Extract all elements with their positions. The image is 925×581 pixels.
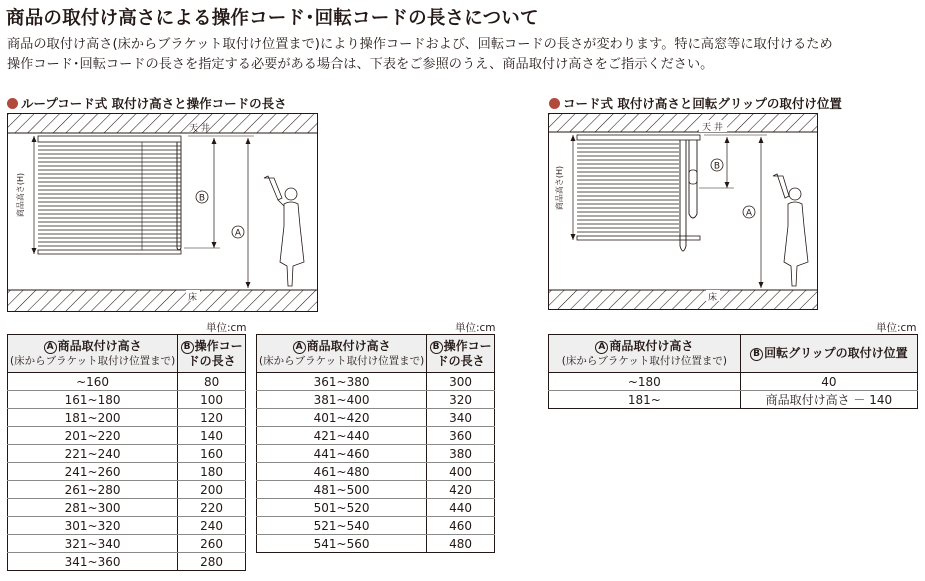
rotate-grip-icon	[689, 170, 697, 184]
blind-slats	[38, 146, 181, 246]
loop-table1-unit: 単位:cm	[206, 322, 247, 334]
cord-value-cell: 480	[427, 535, 495, 553]
mark-a-text: A	[234, 228, 242, 239]
bullet-dot-icon	[549, 98, 560, 109]
table-row	[8, 535, 246, 553]
mark-b-text: B	[198, 193, 206, 204]
cord-value-cell: 460	[427, 517, 495, 535]
person-figure-icon	[773, 174, 808, 286]
cord-diagram	[548, 113, 818, 310]
floor-hatch	[8, 290, 318, 312]
table-row	[8, 445, 246, 463]
cord-value-cell: 40	[740, 373, 917, 391]
circle-a-icon: A	[293, 341, 306, 354]
table-row	[257, 535, 495, 553]
blind-headrail	[577, 135, 700, 140]
mount-height-cell: 541~560	[257, 535, 427, 553]
ceiling-label: 天 井	[702, 123, 723, 133]
circle-b-icon: B	[750, 348, 763, 361]
intro-text	[7, 35, 833, 75]
cord-value-cell: 商品取付け高さ － 140	[740, 391, 917, 409]
cord-value-cell: 400	[427, 463, 495, 481]
mount-height-cell: 401~420	[257, 409, 427, 427]
loop-heading-text: ループコード式 取付け高さと操作コードの長さ	[21, 96, 287, 111]
table-row	[8, 373, 246, 391]
mount-height-cell: ~180	[549, 373, 741, 391]
intro-line-1: 商品の取付け高さ(床からブラケット取付け位置まで)により操作コードおよび、回転コードの長さが変わります。特に高窓等に取付けるため	[7, 37, 833, 52]
cord-value-cell: 360	[427, 427, 495, 445]
col-b-header: B 回転グリップの取付け位置	[740, 335, 917, 373]
mount-height-cell: 321~340	[8, 535, 178, 553]
mount-height-cell: 441~460	[257, 445, 427, 463]
mount-height-cell: 361~380	[257, 373, 427, 391]
ceiling-hatch	[549, 114, 818, 132]
floor-label: 床	[188, 293, 198, 303]
table-row	[257, 409, 495, 427]
mark-a-text: A	[745, 208, 753, 219]
table-row	[257, 445, 495, 463]
table-row	[549, 391, 918, 409]
intro-line-2: 操作コード･回転コードの長さを指定する必要がある場合は、下表をご参照のうえ、商品取付け高さをご指示ください。	[7, 57, 714, 72]
col-a-header: A 商品取付け高さ (床からブラケット取付け位置まで)	[8, 335, 178, 373]
mount-height-cell: 501~520	[257, 499, 427, 517]
loop-section-heading	[7, 94, 287, 112]
person-figure-icon	[264, 176, 304, 286]
mount-height-cell: 241~260	[8, 463, 178, 481]
table-row	[8, 391, 246, 409]
mount-height-cell: 421~440	[257, 427, 427, 445]
cord-value-cell: 180	[178, 463, 246, 481]
cord-value-cell: 280	[178, 553, 246, 571]
cord-value-cell: 420	[427, 481, 495, 499]
cord-value-cell: 260	[178, 535, 246, 553]
mount-height-cell: ~160	[8, 373, 178, 391]
table-row	[8, 499, 246, 517]
circle-b-icon: B	[181, 341, 194, 354]
table-row	[257, 463, 495, 481]
tilt-cord	[680, 140, 686, 251]
floor-label: 床	[708, 293, 718, 303]
cord-value-cell: 140	[178, 427, 246, 445]
mount-height-cell: 261~280	[8, 481, 178, 499]
col-b-header: B 操作コードの長さ	[178, 335, 246, 373]
table-row	[257, 481, 495, 499]
blind-bottom-rail	[577, 236, 700, 240]
col-a-header: A 商品取付け高さ (床からブラケット取付け位置まで)	[257, 335, 427, 373]
loop-cord-table-1	[7, 334, 246, 571]
mount-height-cell: 281~300	[8, 499, 178, 517]
cord-table-unit: 単位:cm	[876, 322, 917, 334]
loop-cord-illustration	[8, 114, 318, 312]
cord-table	[548, 334, 918, 409]
cord-value-cell: 200	[178, 481, 246, 499]
ceiling-hatch	[8, 114, 318, 133]
cord-value-cell: 300	[427, 373, 495, 391]
blind-slats	[577, 144, 679, 232]
cord-value-cell: 240	[178, 517, 246, 535]
blind-bottom-rail	[38, 250, 181, 254]
circle-b-icon: B	[430, 341, 443, 354]
col-b-header: B 操作コードの長さ	[427, 335, 495, 373]
loop-cord-diagram	[7, 113, 318, 312]
ceiling-label: 天 井	[189, 124, 210, 134]
height-label: 商品高さ(H)	[16, 172, 25, 218]
cord-value-cell: 320	[427, 391, 495, 409]
table-row	[8, 409, 246, 427]
cord-value-cell: 160	[178, 445, 246, 463]
mount-height-cell: 301~320	[8, 517, 178, 535]
blind-headrail	[38, 136, 181, 142]
cord-value-cell: 380	[427, 445, 495, 463]
circle-a-icon: A	[44, 341, 57, 354]
table-row	[549, 373, 918, 391]
table-row	[257, 391, 495, 409]
mark-b-text: B	[713, 161, 721, 172]
loop-cord-table-2	[256, 334, 495, 553]
page-title: 商品の取付け高さによる操作コード･回転コードの長さについて	[6, 8, 539, 29]
col-a-header: A 商品取付け高さ (床からブラケット取付け位置まで)	[549, 335, 741, 373]
height-label: 商品高さ(H)	[555, 165, 564, 211]
mount-height-cell: 221~240	[8, 445, 178, 463]
cord-value-cell: 120	[178, 409, 246, 427]
cord-value-cell: 100	[178, 391, 246, 409]
table-row	[257, 373, 495, 391]
mount-height-cell: 381~400	[257, 391, 427, 409]
loop-table2-unit: 単位:cm	[455, 322, 496, 334]
mount-height-cell: 461~480	[257, 463, 427, 481]
mount-height-cell: 201~220	[8, 427, 178, 445]
table-row	[8, 553, 246, 571]
table-row	[8, 427, 246, 445]
mount-height-cell: 521~540	[257, 517, 427, 535]
mount-height-cell: 181~200	[8, 409, 178, 427]
table-row	[257, 427, 495, 445]
cord-section-heading	[549, 94, 842, 112]
cord-heading-text: コード式 取付け高さと回転グリップの取付け位置	[563, 96, 842, 111]
mount-height-cell: 161~180	[8, 391, 178, 409]
table-row	[8, 481, 246, 499]
mount-height-cell: 341~360	[8, 553, 178, 571]
table-row	[8, 463, 246, 481]
cord-value-cell: 340	[427, 409, 495, 427]
floor-hatch	[549, 290, 818, 310]
cord-value-cell: 220	[178, 499, 246, 517]
cord-value-cell: 440	[427, 499, 495, 517]
table-row	[8, 517, 246, 535]
cord-value-cell: 80	[178, 373, 246, 391]
mount-height-cell: 181~	[549, 391, 741, 409]
cord-illustration	[549, 114, 818, 310]
circle-a-icon: A	[595, 341, 608, 354]
table-row	[257, 517, 495, 535]
table-row	[257, 499, 495, 517]
bullet-dot-icon	[7, 98, 18, 109]
mount-height-cell: 481~500	[257, 481, 427, 499]
